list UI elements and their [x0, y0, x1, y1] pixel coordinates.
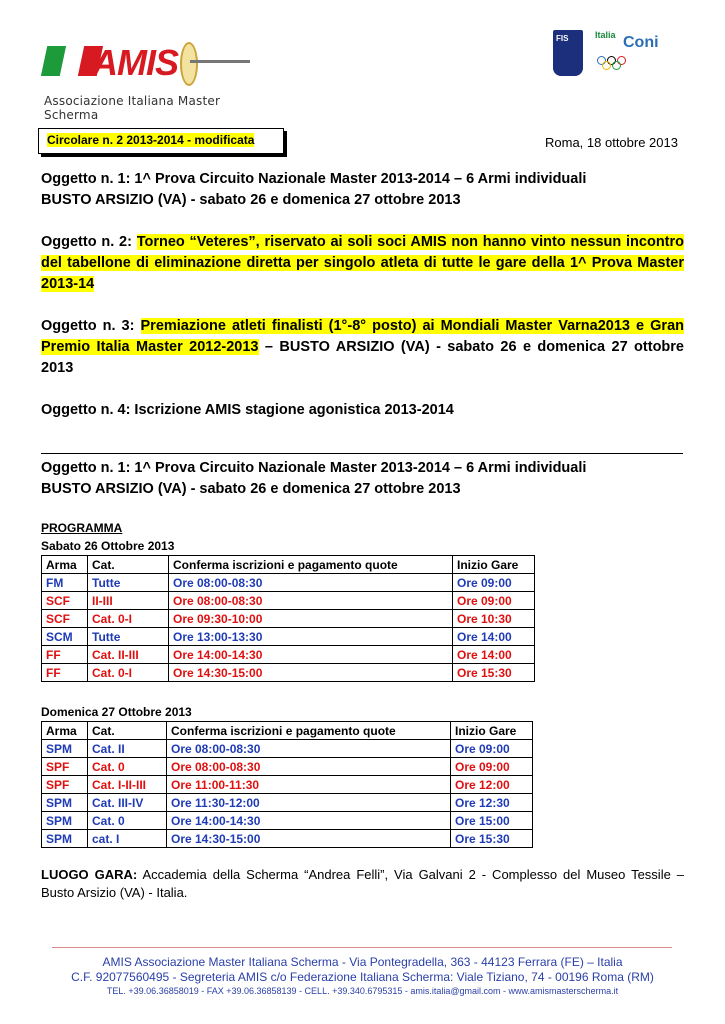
header-conferma: Conferma iscrizioni e pagamento quote	[169, 556, 453, 574]
inizio-cell: Ore 10:30	[453, 610, 535, 628]
section-title-line2: BUSTO ARSIZIO (VA) - sabato 26 e domenica 27 ottobre 2013	[41, 481, 461, 497]
inizio-cell: Ore 09:00	[451, 740, 533, 758]
cat-cell: Cat. 0-I	[88, 610, 169, 628]
inizio-cell: Ore 09:00	[453, 574, 535, 592]
table-row	[42, 646, 535, 664]
section-title	[41, 458, 684, 500]
oggetto-3	[41, 316, 684, 379]
conferma-cell: Ore 08:00-08:30	[167, 740, 451, 758]
cat-cell: Tutte	[88, 574, 169, 592]
coni-logo	[595, 30, 675, 80]
fis-logo	[553, 30, 583, 76]
conferma-cell: Ore 14:00-14:30	[169, 646, 453, 664]
header-inizio: Inizio Gare	[453, 556, 535, 574]
fis-logo-text: FIS	[556, 34, 569, 43]
document-date: Roma, 18 ottobre 2013	[545, 135, 678, 150]
table-row	[42, 592, 535, 610]
footer-line2: C.F. 92077560495 - Segreteria AMIS c/o Federazione Italiana Scherma: Viale Tiziano, 74 - 00196 Roma (RM)	[71, 970, 654, 984]
inizio-cell: Ore 14:00	[453, 628, 535, 646]
oggetto-2-label: Oggetto n. 2:	[41, 234, 137, 250]
saturday-table	[41, 555, 535, 682]
footer-line1: AMIS Associazione Master Italiana Scherma - Via Pontegradella, 363 - 44123 Ferrara (FE) – Italia	[102, 955, 623, 969]
arma-cell: SCF	[42, 610, 88, 628]
logo-text: AMIS	[92, 42, 178, 83]
conferma-cell: Ore 08:00-08:30	[169, 592, 453, 610]
sunday-table	[41, 721, 533, 848]
oggetto-1-line1: Oggetto n. 1: 1^ Prova Circuito Nazionale Master 2013-2014 – 6 Armi individuali	[41, 171, 587, 187]
arma-cell: SPM	[42, 812, 88, 830]
table-header-row	[42, 556, 535, 574]
conferma-cell: Ore 14:30-15:00	[167, 830, 451, 848]
circolare-label: Circolare n. 2 2013-2014 - modificata	[47, 133, 255, 147]
oggetto-3-label: Oggetto n. 3:	[41, 318, 141, 334]
table-row	[42, 574, 535, 592]
table-row	[42, 740, 533, 758]
header-inizio: Inizio Gare	[451, 722, 533, 740]
header-arma: Arma	[42, 556, 88, 574]
programma-heading: PROGRAMMA	[41, 521, 123, 535]
conferma-cell: Ore 11:00-11:30	[167, 776, 451, 794]
saturday-title: Sabato 26 Ottobre 2013	[41, 539, 175, 553]
section-title-line1: Oggetto n. 1: 1^ Prova Circuito Nazionale Master 2013-2014 – 6 Armi individuali	[41, 460, 587, 476]
table-row	[42, 830, 533, 848]
inizio-cell: Ore 15:30	[453, 664, 535, 682]
oggetto-1	[41, 169, 684, 211]
cat-cell: Cat. 0-I	[88, 664, 169, 682]
inizio-cell: Ore 09:00	[453, 592, 535, 610]
oggetto-2	[41, 232, 684, 295]
table-row	[42, 794, 533, 812]
cat-cell: Tutte	[88, 628, 169, 646]
oggetto-2-text: Torneo “Veteres”, riservato ai soli soci AMIS non hanno vinto nessun incontro del tabellone di eliminazione diretta per singolo atleta di tutte le gare della 1^ Prova Master 2013-14	[41, 234, 685, 292]
sword-blade-icon	[190, 60, 250, 63]
luogo-gara	[41, 866, 684, 902]
coni-name-text: Coni	[623, 34, 659, 51]
inizio-cell: Ore 15:00	[451, 812, 533, 830]
amis-logo	[40, 38, 260, 122]
logo-subtitle: Associazione Italiana Master Scherma	[44, 94, 221, 122]
arma-cell: SPM	[42, 794, 88, 812]
sword-guard-icon	[180, 42, 198, 86]
circolare-box	[38, 128, 284, 154]
table-row	[42, 610, 535, 628]
conferma-cell: Ore 11:30-12:00	[167, 794, 451, 812]
cat-cell: Cat. 0	[88, 812, 167, 830]
cat-cell: Cat. 0	[88, 758, 167, 776]
inizio-cell: Ore 14:00	[453, 646, 535, 664]
inizio-cell: Ore 15:30	[451, 830, 533, 848]
conferma-cell: Ore 08:00-08:30	[169, 574, 453, 592]
footer-line3: TEL. +39.06.36858019 - FAX +39.06.36858139 - CELL. +39.340.6795315 - amis.italia@gmail.com - www.amismasterscherma.it	[106, 986, 619, 996]
table-row	[42, 776, 533, 794]
luogo-label: LUOGO GARA:	[41, 867, 138, 882]
sunday-title: Domenica 27 Ottobre 2013	[41, 705, 192, 719]
cat-cell: Cat. III-IV	[88, 794, 167, 812]
conferma-cell: Ore 09:30-10:00	[169, 610, 453, 628]
inizio-cell: Ore 12:30	[451, 794, 533, 812]
conferma-cell: Ore 08:00-08:30	[167, 758, 451, 776]
table-row	[42, 812, 533, 830]
arma-cell: SPM	[42, 740, 88, 758]
oggetto-1-line2: BUSTO ARSIZIO (VA) - sabato 26 e domenica 27 ottobre 2013	[41, 192, 461, 208]
conferma-cell: Ore 13:00-13:30	[169, 628, 453, 646]
table-row	[42, 664, 535, 682]
table-header-row	[42, 722, 533, 740]
header-conferma: Conferma iscrizioni e pagamento quote	[167, 722, 451, 740]
oggetto-3-highlight: Premiazione atleti finalisti (1°-8° posto) ai Mondiali Master Varna2013 e Gran Premio Italia Master 2012-2013	[41, 318, 684, 355]
oggetto-4: Oggetto n. 4: Iscrizione AMIS stagione agonistica 2013-2014	[41, 402, 454, 418]
arma-cell: SCF	[42, 592, 88, 610]
cat-cell: II-III	[88, 592, 169, 610]
olympic-rings-icon	[597, 56, 627, 70]
header-cat: Cat.	[88, 722, 167, 740]
luogo-text: Accademia della Scherma “Andrea Felli”, Via Galvani 2 - Complesso del Museo Tessile – Busto Arsizio (VA) - Italia.	[41, 867, 685, 900]
arma-cell: SPF	[42, 758, 88, 776]
arma-cell: SPM	[42, 830, 88, 848]
cat-cell: cat. I	[88, 830, 167, 848]
arma-cell: FM	[42, 574, 88, 592]
cat-cell: Cat. II	[88, 740, 167, 758]
section-divider	[41, 453, 683, 454]
arma-cell: FF	[42, 646, 88, 664]
conferma-cell: Ore 14:30-15:00	[169, 664, 453, 682]
arma-cell: SCM	[42, 628, 88, 646]
inizio-cell: Ore 12:00	[451, 776, 533, 794]
cat-cell: Cat. I-II-III	[88, 776, 167, 794]
coni-italia-text: Italia	[595, 30, 616, 40]
oggetto-3-rest: – BUSTO ARSIZIO (VA) - sabato 26 e domenica 27 ottobre 2013	[41, 339, 684, 376]
header-arma: Arma	[42, 722, 88, 740]
header-cat: Cat.	[88, 556, 169, 574]
footer-divider	[52, 947, 672, 948]
arma-cell: FF	[42, 664, 88, 682]
arma-cell: SPF	[42, 776, 88, 794]
conferma-cell: Ore 14:00-14:30	[167, 812, 451, 830]
table-row	[42, 758, 533, 776]
table-row	[42, 628, 535, 646]
cat-cell: Cat. II-III	[88, 646, 169, 664]
inizio-cell: Ore 09:00	[451, 758, 533, 776]
